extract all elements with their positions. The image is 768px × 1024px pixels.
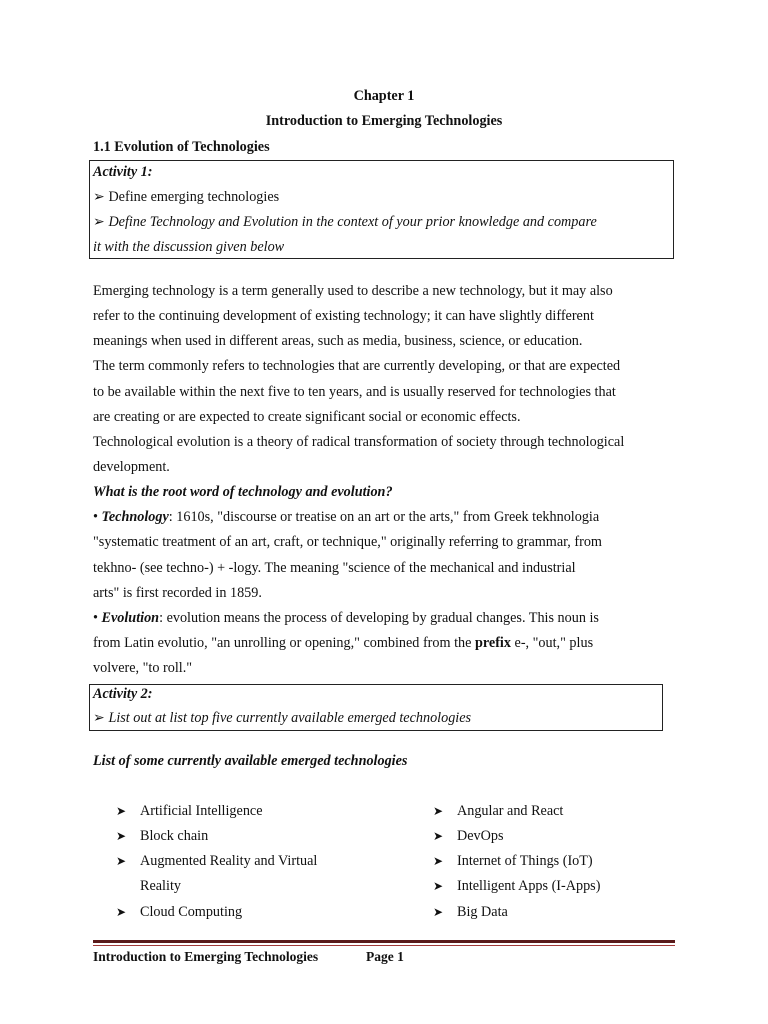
list-item: ➤ Cloud Computing bbox=[116, 904, 243, 920]
arrow-bullet-icon: ➢ bbox=[93, 710, 105, 726]
body-line: The term commonly refers to technologies that are currently developing, or that are expected bbox=[93, 358, 621, 374]
list-item: ➤ Block chain bbox=[116, 828, 209, 844]
technology-term: Technology bbox=[101, 509, 169, 525]
evolution-line2: from Latin evolutio, "an unrolling or opening," combined from the prefix e-, "out," plus bbox=[93, 635, 594, 651]
activity1-item1: ➢ Define emerging technologies bbox=[93, 189, 280, 205]
section-heading: 1.1 Evolution of Technologies bbox=[93, 139, 270, 155]
arrowhead-bullet-icon: ➤ bbox=[433, 829, 444, 843]
list-item: ➤ Intelligent Apps (I-Apps) bbox=[433, 878, 601, 894]
activity1-item2: ➢ Define Technology and Evolution in the context of your prior knowledge and compare bbox=[93, 214, 597, 230]
prefix-term: prefix bbox=[474, 635, 511, 651]
arrowhead-bullet-icon: ➤ bbox=[433, 905, 444, 919]
chapter-title: Introduction to Emerging Technologies bbox=[265, 113, 503, 129]
body-line: meanings when used in different areas, such as media, business, science, or education. bbox=[93, 333, 583, 349]
list-item: ➤ Augmented Reality and Virtual bbox=[116, 853, 318, 869]
arrowhead-bullet-icon: ➤ bbox=[116, 905, 127, 919]
arrowhead-bullet-icon: ➤ bbox=[433, 879, 444, 893]
page-number: Page 1 bbox=[366, 949, 404, 964]
footer-title: Introduction to Emerging Technologies bbox=[93, 949, 319, 964]
arrow-bullet-icon: ➢ bbox=[93, 214, 105, 230]
body-line: arts" is first recorded in 1859. bbox=[93, 585, 262, 601]
body-line: volvere, "to roll." bbox=[93, 660, 193, 676]
arrowhead-bullet-icon: ➤ bbox=[116, 854, 127, 868]
evolution-definition-line: • Evolution: evolution means the process of developing by gradual changes. This noun is bbox=[93, 610, 599, 626]
body-line: are creating or are expected to create significant social or economic effects. bbox=[93, 409, 521, 425]
body-line: "systematic treatment of an art, craft, or technique," originally referring to grammar, from bbox=[93, 534, 602, 550]
arrowhead-bullet-icon: ➤ bbox=[116, 804, 127, 818]
list-item: ➤ Big Data bbox=[433, 904, 508, 920]
body-line: Technological evolution is a theory of radical transformation of society through technological bbox=[93, 434, 625, 450]
arrowhead-bullet-icon: ➤ bbox=[116, 829, 127, 843]
body-line: refer to the continuing development of existing technology; it can have slightly different bbox=[93, 308, 594, 324]
body-line: Emerging technology is a term generally used to describe a new technology, but it may also bbox=[93, 283, 613, 299]
activity1-item2-cont: it with the discussion given below bbox=[93, 239, 285, 255]
root-word-question: What is the root word of technology and evolution? bbox=[93, 484, 393, 500]
body-line: tekhno- (see techno-) + -logy. The meaning "science of the mechanical and industrial bbox=[93, 560, 576, 576]
activity1-title: Activity 1: bbox=[93, 164, 153, 180]
list-item: ➤ DevOps bbox=[433, 828, 504, 844]
arrowhead-bullet-icon: ➤ bbox=[433, 804, 444, 818]
footer-rule-thin bbox=[93, 945, 675, 946]
arrowhead-bullet-icon: ➤ bbox=[433, 854, 444, 868]
list-item: ➤ Angular and React bbox=[433, 803, 564, 819]
body-line: development. bbox=[93, 459, 170, 475]
arrow-bullet-icon: ➢ bbox=[93, 189, 105, 205]
technology-definition-line: • Technology: 1610s, "discourse or treatise on an art or the arts," from Greek tekhnologia bbox=[93, 509, 600, 525]
footer-rule-thick bbox=[93, 940, 675, 943]
activity2-title: Activity 2: bbox=[93, 686, 153, 702]
list-item: ➤ Internet of Things (IoT) bbox=[433, 853, 593, 869]
body-line: to be available within the next five to ten years, and is usually reserved for technologies that bbox=[93, 384, 616, 400]
list-item-continuation: Reality bbox=[140, 878, 181, 894]
chapter-label: Chapter 1 bbox=[353, 88, 415, 104]
activity2-item1: ➢ List out at list top five currently available emerged technologies bbox=[93, 710, 472, 726]
list-heading: List of some currently available emerged technologies bbox=[93, 753, 408, 769]
list-item: ➤ Artificial Intelligence bbox=[116, 803, 263, 819]
evolution-term: Evolution bbox=[101, 610, 160, 626]
